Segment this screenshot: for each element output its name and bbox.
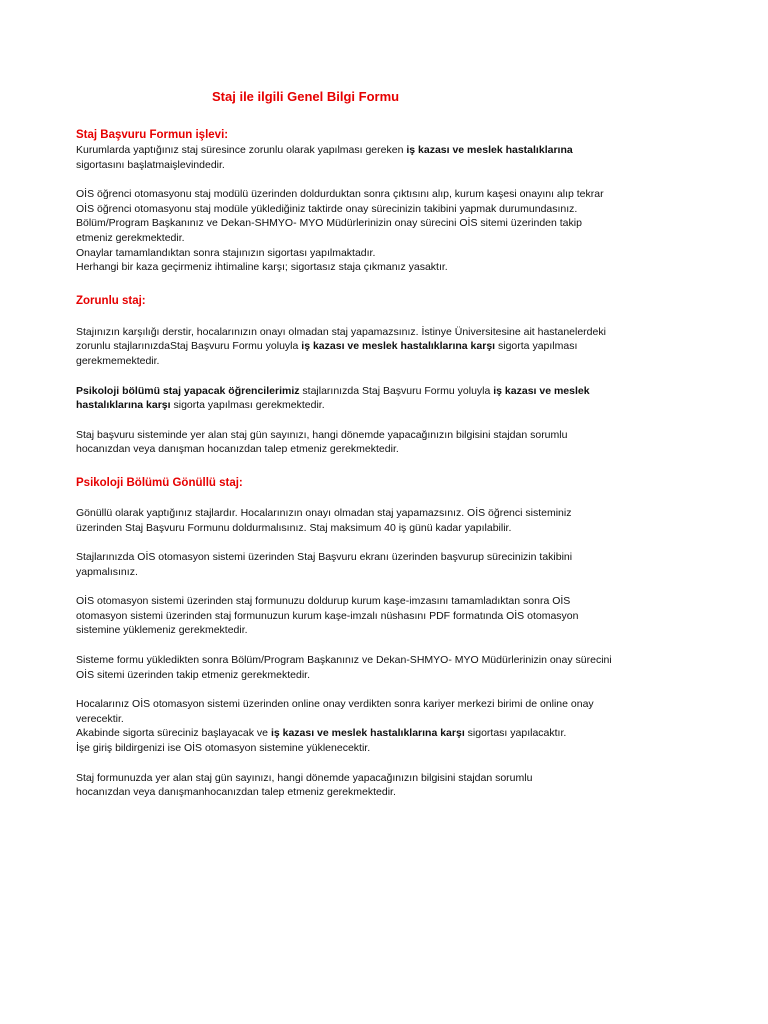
paragraph: [76, 550, 696, 579]
text-run: OİS otomasyon sistemi üzerinden staj formunuzu doldurup kurum kaşe-imzasını tamamladıktan sonra OİS: [76, 595, 571, 608]
text-run: gerekmemektedir.: [76, 354, 160, 367]
paragraph: [76, 428, 696, 457]
text-run: otomasyon sistemi üzerinden staj formunuzun kurum kaşe-imzalı nüshasını PDF formatında OİS otomasyon: [76, 609, 579, 622]
text-run: Stajınızın karşılığı derstir, hocalarınızın onayı olmadan staj yapamazsınız. İstinye Üniversitesine ait hastanelerdeki: [76, 325, 606, 338]
text-run: sigortası yapılacaktır.: [464, 727, 567, 740]
bold-text-run: hastalıklarına karşı: [76, 399, 171, 412]
text-run: OİS öğrenci otomasyonu staj modülü üzerinden doldurduktan sonra çıktısını alıp, kurum kaşesi onayını alıp tekrar: [76, 188, 604, 201]
text-run: Stajlarınızda OİS otomasyon sistemi üzerinden Staj Başvuru ekranı üzerinden başvurup sürecinizin takibini: [76, 551, 573, 564]
text-run: verecektir.: [76, 712, 124, 725]
paragraph: [76, 697, 696, 755]
bold-text-run: iş kazası ve meslek hastalıklarına karşı: [301, 340, 496, 353]
paragraph: [76, 325, 696, 369]
text-run: Gönüllü olarak yaptığınız stajlardır. Hocalarınızın onayı olmadan staj yapamazsınız. OİS öğrenci sisteminiz: [76, 506, 572, 519]
text-run: üzerinden Staj Başvuru Formunu doldurmalısınız. Staj maksimum 40 iş günü kadar yapılabilir.: [76, 521, 512, 534]
text-run: Onaylar tamamlandıktan sonra stajınızın sigortası yapılmaktadır.: [76, 246, 376, 259]
text-run: sigorta yapılması: [495, 340, 578, 353]
text-run: Sisteme formu yükledikten sonra Bölüm/Program Başkanınız ve Dekan-SHMYO- MYO Müdürlerinizin onay sürecini: [76, 654, 612, 667]
text-run: Akabinde sigorta süreciniz başlayacak ve: [76, 727, 271, 740]
text-run: sigorta yapılması gerekmektedir.: [170, 399, 325, 412]
paragraph: [76, 143, 696, 172]
section-heading-psikoloji-gonullu-staj: Psikoloji Bölümü Gönüllü staj:: [76, 476, 243, 489]
document-page: [76, 88, 696, 800]
section-heading-zorunlu-staj: Zorunlu staj:: [76, 294, 146, 307]
bold-text-run: iş kazası ve meslek hastalıklarına: [406, 144, 573, 156]
bold-text-run: iş kazası ve meslek hastalıklarına karşı: [270, 727, 465, 740]
bold-text-run: Psikoloji bölümü staj yapacak öğrencilerimiz: [76, 384, 300, 397]
text-run: Bölüm/Program Başkanınız ve Dekan-SHMYO- MYO Müdürlerinizin onay sürecini OİS sitemi üzerinden takip: [76, 217, 582, 230]
text-run: Kurumlarda yaptığınız staj süresince zorunlu olarak yapılması gereken: [76, 144, 407, 156]
text-run: yapmalısınız.: [76, 565, 138, 578]
text-run: İşe giriş bildirgenizi ise OİS otomasyon sistemine yüklenecektir.: [76, 742, 371, 755]
text-run: zorunlu stajlarınızdaStaj Başvuru Formu yoluyla: [76, 340, 302, 353]
document-title: Staj ile ilgili Genel Bilgi Formu: [212, 89, 400, 104]
paragraph: [76, 506, 696, 535]
bold-text-run: iş kazası ve meslek: [493, 384, 590, 397]
text-run: Hocalarınız OİS otomasyon sistemi üzerinden online onay verdikten sonra kariyer merkezi birimi de online onay: [76, 698, 594, 711]
text-run: OİS öğrenci otomasyonu staj modüle yüklediğiniz taktirde onay sürecinizin takibini yapmak durumundasınız.: [76, 202, 578, 215]
paragraph: [76, 594, 696, 638]
text-run: hocanızdan veya danışman hocanızdan talep etmeniz gerekmektedir.: [76, 443, 399, 456]
text-run: sigortasını başlatmaişlevindedir.: [76, 158, 225, 171]
paragraph: [76, 384, 696, 413]
text-run: OİS sitemi üzerinden takip etmeniz gerekmektedir.: [76, 668, 311, 681]
paragraph: [76, 653, 696, 682]
paragraph: [76, 187, 696, 275]
text-run: sistemine yüklemeniz gerekmektedir.: [76, 624, 248, 637]
section-heading-staj-basvuru-formu: Staj Başvuru Formun işlevi:: [76, 129, 229, 141]
text-run: hocanızdan veya danışmanhocanızdan talep etmeniz gerekmektedir.: [76, 786, 396, 799]
text-run: Staj formunuzda yer alan staj gün sayınızı, hangi dönemde yapacağınızın bilgisini stajdan sorumlu: [76, 771, 533, 784]
text-run: etmeniz gerekmektedir.: [76, 231, 185, 244]
text-run: Staj başvuru sisteminde yer alan staj gün sayınızı, hangi dönemde yapacağınızın bilgisini stajdan sorumlu: [76, 428, 568, 441]
text-run: Herhangi bir kaza geçirmeniz ihtimaline karşı; sigortasız staja çıkmanız yasaktır.: [76, 261, 448, 274]
paragraph: [76, 771, 696, 800]
text-run: stajlarınızda Staj Başvuru Formu yoluyla: [299, 384, 494, 397]
